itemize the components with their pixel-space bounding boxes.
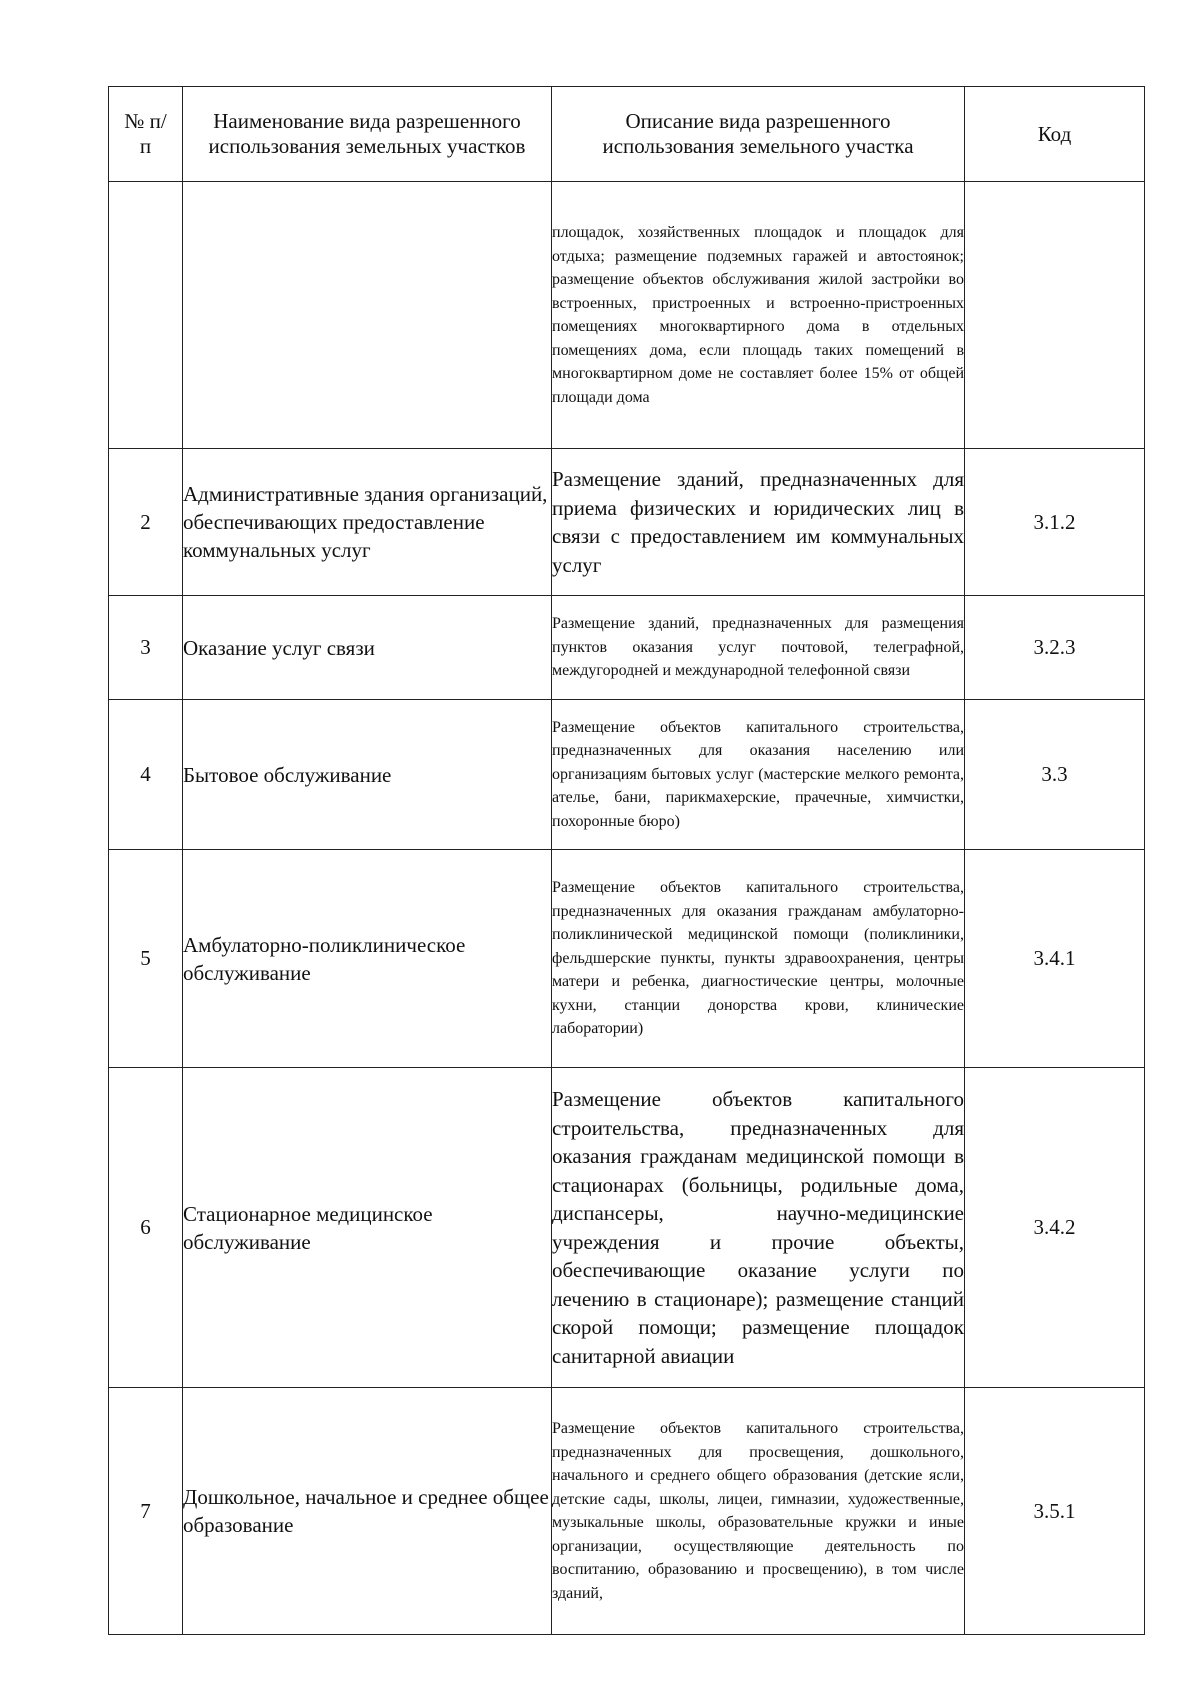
row-num: 3: [109, 596, 183, 700]
row-name: Бытовое обслуживание: [183, 700, 552, 850]
header-num: № п/п: [109, 87, 183, 182]
table-header-row: [109, 87, 1145, 182]
row-description: Размещение зданий, предназначенных для размещения пунктов оказания услуг почтовой, телеграфной, междугородней и международной телефонной связи: [552, 596, 965, 700]
row-code: 3.3: [965, 700, 1145, 850]
row-description: Размещение объектов капитального строительства, предназначенных для оказания гражданам медицинской помощи в стационарах (больницы, родильные дома, диспансеры, научно-медицинские учреждения и прочие объекты, обеспечивающие оказание услуги по лечению в стационаре); размещение станций скорой помощи; размещение площадок санитарной авиации: [552, 1068, 965, 1388]
header-name: Наименование вида разрешенного использования земельных участков: [183, 87, 552, 182]
row-name: Административные здания организаций, обеспечивающих предоставление коммунальных услуг: [183, 449, 552, 596]
row-num: 6: [109, 1068, 183, 1388]
row-description: Размещение объектов капитального строительства, предназначенных для просвещения, дошкольного, начального и среднего общего образования (детские ясли, детские сады, школы, лицеи, гимназии, художественные, музыкальные школы, образовательные кружки и иные организации, осуществляющие деятельность по воспитанию, образованию и просвещению), в том числе зданий,: [552, 1388, 965, 1635]
row-num: 2: [109, 449, 183, 596]
row-num: 4: [109, 700, 183, 850]
row-code: 3.5.1: [965, 1388, 1145, 1635]
table-row: [109, 700, 1145, 850]
row-name: [183, 182, 552, 449]
row-name: Стационарное медицинское обслуживание: [183, 1068, 552, 1388]
row-code: 3.4.1: [965, 850, 1145, 1068]
row-description: Размещение объектов капитального строительства, предназначенных для оказания населению или организациям бытовых услуг (мастерские мелкого ремонта, ателье, бани, парикмахерские, прачечные, химчистки, похоронные бюро): [552, 700, 965, 850]
row-name: Дошкольное, начальное и среднее общее образование: [183, 1388, 552, 1635]
table-row: [109, 1068, 1145, 1388]
header-description: Описание вида разрешенного использования земельного участка: [552, 87, 965, 182]
row-code: 3.2.3: [965, 596, 1145, 700]
row-code: 3.1.2: [965, 449, 1145, 596]
row-description: площадок, хозяйственных площадок и площадок для отдыха; размещение подземных гаражей и автостоянок; размещение объектов обслуживания жилой застройки во встроенных, пристроенных и встроенно-пристроенных помещениях многоквартирного дома в отдельных помещениях дома, если площадь таких помещений в многоквартирном доме не составляет более 15% от общей площади дома: [552, 182, 965, 449]
row-num: 5: [109, 850, 183, 1068]
header-code: Код: [965, 87, 1145, 182]
table-row: [109, 596, 1145, 700]
row-name: Оказание услуг связи: [183, 596, 552, 700]
land-use-table: [108, 86, 1145, 1635]
row-code: 3.4.2: [965, 1068, 1145, 1388]
table-row: [109, 850, 1145, 1068]
table-row: [109, 1388, 1145, 1635]
table-row: [109, 182, 1145, 449]
row-description: Размещение объектов капитального строительства, предназначенных для оказания гражданам амбулаторно-поликлинической медицинской помощи (поликлиники, фельдшерские пункты, пункты здравоохранения, центры матери и ребенка, диагностические центры, молочные кухни, станции донорства крови, клинические лаборатории): [552, 850, 965, 1068]
table-row: [109, 449, 1145, 596]
row-code: [965, 182, 1145, 449]
row-description: Размещение зданий, предназначенных для приема физических и юридических лиц в связи с предоставлением им коммунальных услуг: [552, 449, 965, 596]
row-name: Амбулаторно-поликлиническое обслуживание: [183, 850, 552, 1068]
row-num: [109, 182, 183, 449]
row-num: 7: [109, 1388, 183, 1635]
